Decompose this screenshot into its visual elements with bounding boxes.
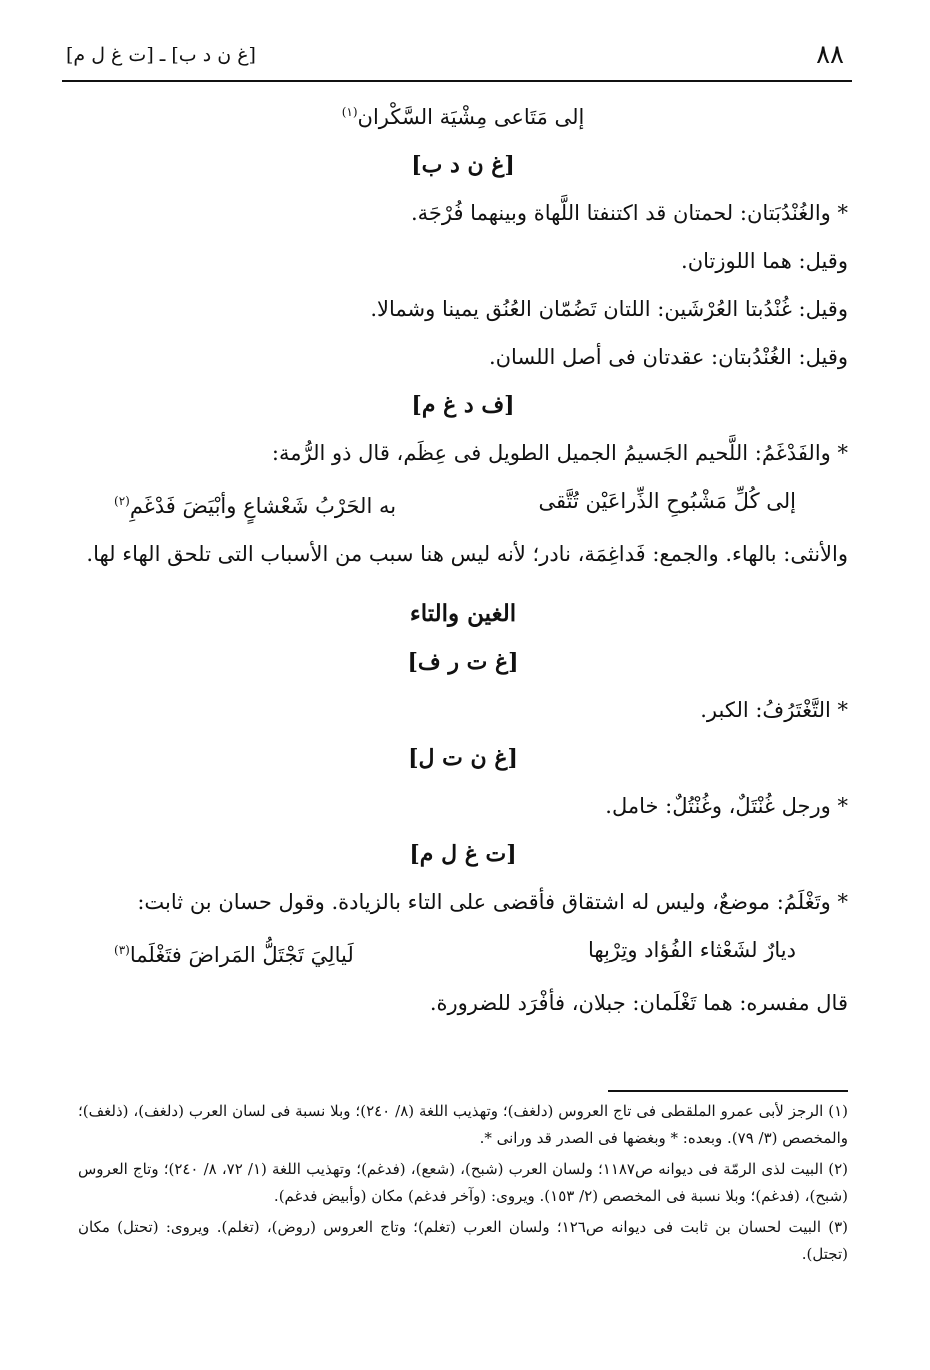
root-heading-ghtrf: [غ ت ر ف]: [407, 649, 519, 675]
running-title: [غ ن د ب] ـ [ت غ ل م]: [66, 44, 256, 66]
poetry-verse: [78, 477, 848, 530]
verse-first-hemistich: إلى كُلِّ مَشْبُوحِ الذِّراعَيْن تُتَّقى: [538, 489, 796, 513]
poetry-verse: [78, 926, 848, 979]
verse-fragment: [78, 88, 848, 141]
page-number: ٨٨: [816, 40, 844, 70]
section-title: الغين والتاء: [409, 600, 517, 627]
footnote-ref: (١): [341, 105, 358, 119]
verse-first-hemistich: ديارٌ لشَعْثاء الفُؤاد وتِرْبِها: [587, 938, 796, 962]
page-header: [62, 36, 852, 82]
entry-paragraph: والأنثى: بالهاء. والجمع: فَداغِمَة، نادر؛ لأنه ليس هنا سبب من الأسباب التى تلحق الهاء لها.: [86, 542, 848, 566]
root-heading-fdghm: [ف د غ م]: [411, 392, 515, 418]
footnote-3: (٣) البيت لحسان بن ثابت فى ديوانه ص١٢٦؛ ولسان العرب (تغلم)؛ وتاج العروس (روض)، (تغلم). ويروى: (تحتل) مكان (تجتل).: [78, 1218, 848, 1263]
entry-line: * وتَغْلَمُ: موضعٌ، وليس له اشتقاق فأقضى على التاء بالزيادة. وقول حسان بن ثابت:: [137, 890, 848, 914]
entry-line: وقيل: هما اللوزتان.: [681, 249, 848, 273]
entry-line: قال مفسره: هما تَغْلَمان: جبلان، فأفْرَد للضرورة.: [429, 991, 848, 1015]
main-text: [78, 88, 848, 1027]
entry-line: * التَّغْتَرُفُ: الكبر.: [700, 698, 848, 722]
entry-line: * والغُنْدُبَتان: لحمتان قد اكتنفتا اللَّهاة وبينهما فُرْجَة.: [410, 201, 848, 225]
footnotes: [78, 1098, 848, 1272]
verse-second-hemistich-text: لَيالِيَ تَجْتَلُّ المَراضَ فتَغْلَما: [129, 943, 354, 967]
verse-second-hemistich: [114, 477, 396, 530]
root-heading-ghndb: [غ ن د ب]: [411, 152, 515, 178]
root-heading-ghntl: [غ ن ت ل]: [408, 745, 518, 771]
footnote-2: (٢) البيت لذى الرمّة فى ديوانه ص١١٨٧؛ ولسان العرب (شبح)، (شعع)، (فدغم)؛ وتهذيب اللغة (١/ ٧٢، ٨/ ٢٤٠)؛ وتاج العروس (شبح)، (فدغم)؛ وبلا نسبة فى المخصص (٢/ ١٥٣). ويروى: (وآخر فدغم) مكان (وأبيض فدغم).: [78, 1160, 849, 1205]
entry-line: * والفَدْغَمُ: اللَّحيم الجَسيمُ الجميل الطويل فى عِظَم، قال ذو الرُّمة:: [271, 441, 848, 465]
footnote-1: (١) الرجز لأبى عمرو الملقطى فى تاج العروس (دلغف)؛ وتهذيب اللغة (٨/ ٢٤٠)؛ وبلا نسبة فى لسان العرب (دلغف)، (ذلغف)؛ والمخصص (٣/ ٧٩). وبعده: * وبغضها فى الصدر قد ورانى *.: [78, 1102, 849, 1147]
footnote-ref: (٢): [114, 494, 130, 508]
entry-line: وقيل: الغُنْدُبتان: عقدتان فى أصل اللسان.: [488, 345, 848, 369]
entry-line: وقيل: غُنْدُبتا العُرْشَين: اللتان تَضُمّان العُنُق يمينا وشمالا.: [370, 297, 848, 321]
footnote-separator: [608, 1090, 848, 1092]
footnote-ref: (٣): [114, 943, 130, 957]
verse-second-hemistich: [114, 926, 354, 979]
verse-second-hemistich-text: به الحَرْبُ شَعْشاعٍ وأبْيَضَ فَدْغَمِ: [129, 494, 397, 518]
verse-fragment-text: إلى مَتَاعى مِشْيَة السَّكْران: [357, 105, 585, 129]
entry-line: * ورجل غُنْتَلٌ، وغُنْتُلٌ: خامل.: [605, 794, 848, 818]
root-heading-tghlm: [ت غ ل م]: [409, 841, 517, 867]
